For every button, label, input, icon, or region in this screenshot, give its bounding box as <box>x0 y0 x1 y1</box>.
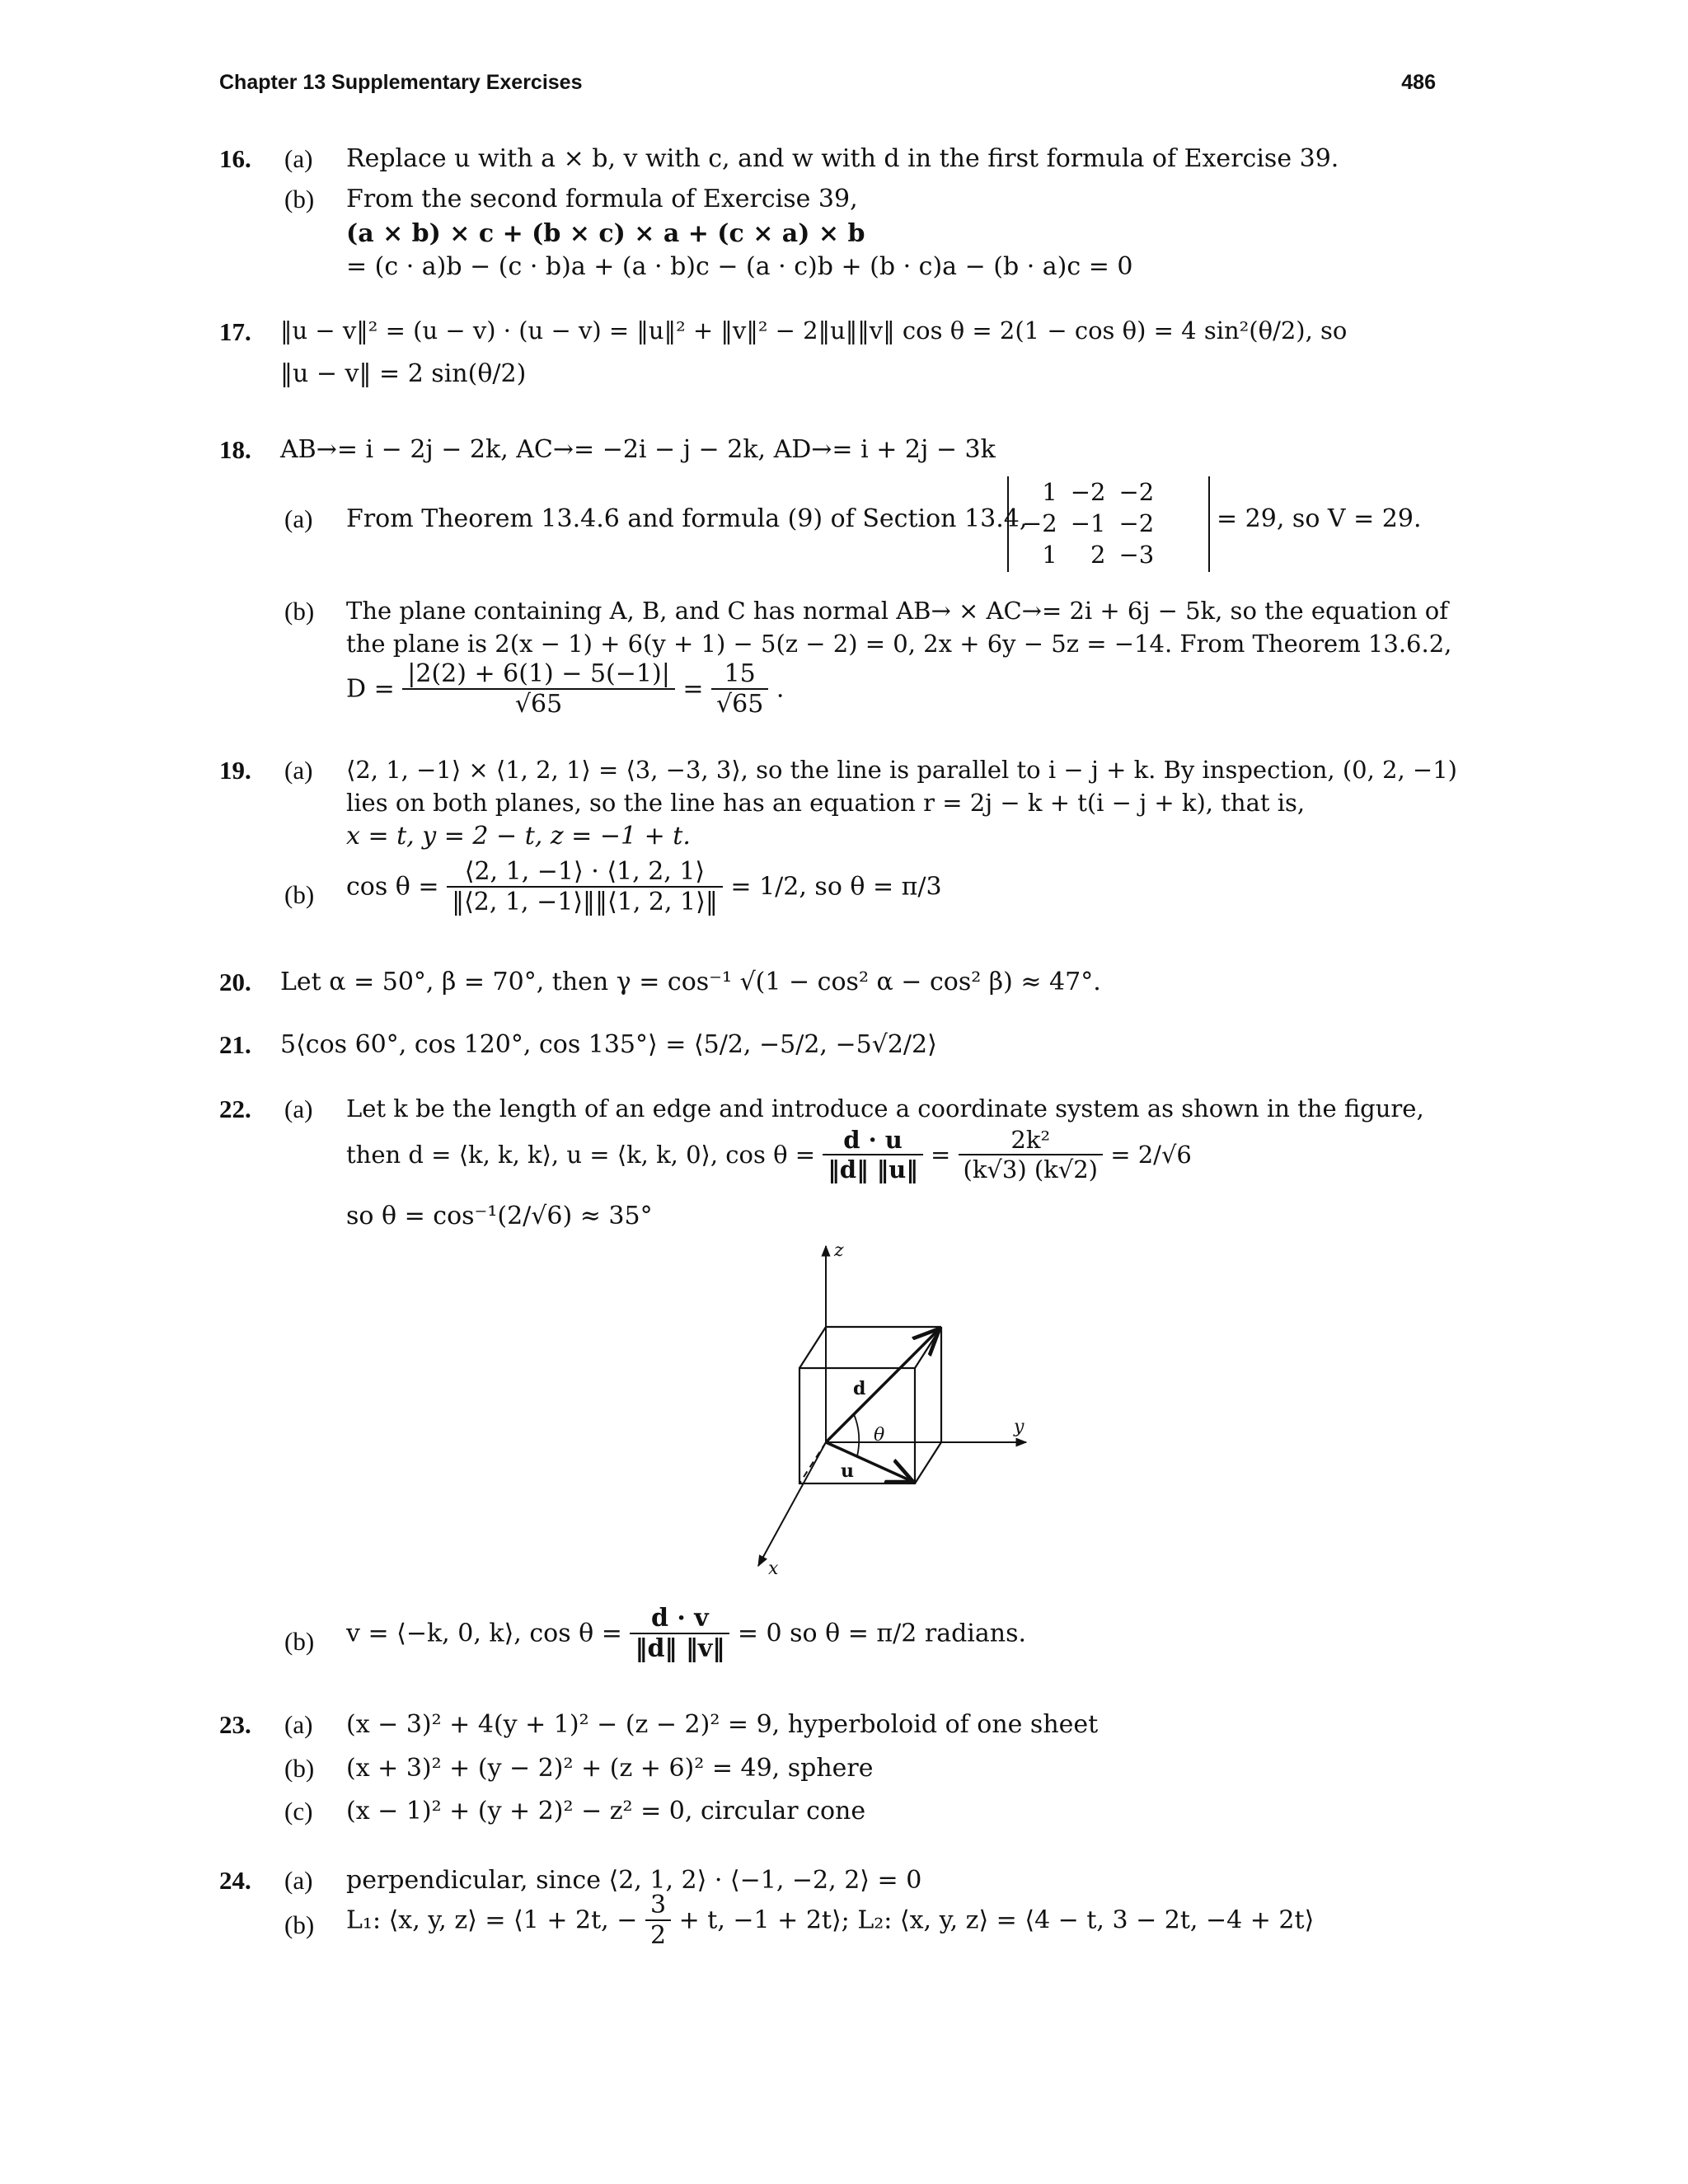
line-l1-end-and-l2: + t, −1 + 2t⟩; L₂: ⟨x, y, z⟩ = ⟨4 − t, 3 − 2t, −4 + 2t⟩ <box>678 1905 1315 1935</box>
exercise-18b-line1: The plane containing A, B, and C has normal AB→ × AC→= 2i + 6j − 5k, so the equation of <box>346 597 1449 625</box>
exercise-24a-text: perpendicular, since ⟨2, 1, 2⟩ · ⟨−1, −2, 2⟩ = 0 <box>346 1866 922 1895</box>
x-axis-label: x <box>768 1558 779 1579</box>
cos-result: = 0 so θ = π/2 radians. <box>737 1619 1027 1648</box>
exercise-17-line1: ‖u − v‖² = (u − v) · (u − v) = ‖u‖² + ‖v‖² − 2‖u‖‖v‖ cos θ = 2(1 − cos θ) = 4 sin²(θ/2), so <box>280 316 1348 344</box>
k-fraction <box>959 1126 1103 1183</box>
exercise-16-number: 16. <box>219 144 251 173</box>
exercise-18a-label: (a) <box>284 504 313 533</box>
exercise-20-text: Let α = 50°, β = 70°, then γ = cos⁻¹ √(1 − cos² α − cos² β) ≈ 47°. <box>280 968 1101 996</box>
exercise-18b-line2: the plane is 2(x − 1) + 6(y + 1) − 5(z − 2) = 0, 2x + 6y − 5z = −14. From Theorem 13.6.2, <box>346 630 1452 658</box>
exercise-23b-text: (x + 3)² + (y − 2)² + (z + 6)² = 49, sphere <box>346 1754 874 1783</box>
determinant-row <box>1015 539 1160 570</box>
line-l1-start: L₁: ⟨x, y, z⟩ = ⟨1 + 2t, − <box>346 1905 638 1935</box>
exercise-16b-line1: From the second formula of Exercise 39, <box>346 185 858 213</box>
exercise-23-number: 23. <box>219 1710 251 1739</box>
fraction-denominator: √65 <box>716 690 764 719</box>
exercise-16b-line3: = (c · a)b − (c · b)a + (a · b)c − (a · c)b + (b · c)a − (b · a)c = 0 <box>346 252 1133 281</box>
z-axis-label: z <box>834 1240 844 1261</box>
determinant-matrix <box>1007 476 1210 572</box>
exercise-19b-formula <box>346 857 942 916</box>
cube-edge <box>799 1327 826 1368</box>
exercise-18a-result: = 29, so V = 29. <box>1217 504 1422 533</box>
fraction-numerator: 15 <box>711 659 768 690</box>
exercise-18b-distance <box>346 659 784 719</box>
determinant-cell: −1 <box>1070 509 1106 537</box>
exercise-22a-formula <box>346 1126 1192 1183</box>
exercise-17-number: 17. <box>219 317 251 346</box>
y-axis-label: y <box>1014 1417 1025 1437</box>
exercise-22b-label: (b) <box>284 1627 315 1656</box>
equals-sign: = <box>930 1141 951 1169</box>
distance-label: D = <box>346 674 395 704</box>
then-text: then d = ⟨k, k, k⟩, u = ⟨k, k, 0⟩, cos θ = <box>346 1141 816 1169</box>
determinant-cell: −3 <box>1118 541 1155 569</box>
fraction-numerator: 3 <box>645 1891 671 1921</box>
determinant-row <box>1015 508 1160 539</box>
fraction-numerator: d · v <box>630 1604 729 1634</box>
fraction-numerator: d · u <box>823 1126 922 1155</box>
fraction-denominator: (k√3) (k√2) <box>963 1155 1098 1183</box>
exercise-19a-line3: x = t, y = 2 − t, z = −1 + t. <box>346 822 691 851</box>
fraction-numerator: ⟨2, 1, −1⟩ · ⟨1, 2, 1⟩ <box>447 857 723 888</box>
exercise-17-line2: ‖u − v‖ = 2 sin(θ/2) <box>280 359 527 388</box>
exercise-23b-label: (b) <box>284 1754 315 1783</box>
exercise-19a-line2: lies on both planes, so the line has an equation r = 2j − k + t(i − j + k), that is, <box>346 789 1306 817</box>
exercise-18a-text: From Theorem 13.4.6 and formula (9) of Section 13.4, <box>346 504 1028 533</box>
chapter-title: Chapter 13 Supplementary Exercises <box>219 71 583 94</box>
vector-u <box>826 1442 913 1482</box>
page-number: 486 <box>1401 71 1436 94</box>
exercise-24a-label: (a) <box>284 1866 313 1895</box>
distance-fraction <box>402 659 675 719</box>
determinant-cell: −2 <box>1022 509 1057 537</box>
exercise-24-number: 24. <box>219 1866 251 1895</box>
exercise-22b-formula <box>346 1604 1026 1663</box>
determinant-cell: −2 <box>1070 478 1106 506</box>
exercise-18b-label: (b) <box>284 597 315 626</box>
fraction-denominator: ‖d‖ ‖u‖ <box>828 1155 918 1183</box>
determinant-cell: 2 <box>1090 541 1106 569</box>
exercise-16a-text: Replace u with a × b, v with c, and w with d in the first formula of Exercise 39. <box>346 144 1339 173</box>
exercise-23c-label: (c) <box>284 1797 313 1825</box>
equals-sign: = <box>682 674 704 704</box>
exercise-21-text: 5⟨cos 60°, cos 120°, cos 135°⟩ = ⟨5/2, −5/2, −5√2/2⟩ <box>280 1030 937 1059</box>
determinant-cell: 1 <box>1042 541 1057 569</box>
determinant-table <box>1015 476 1160 570</box>
exercise-22a-line3: so θ = cos⁻¹(2/√6) ≈ 35° <box>346 1202 653 1230</box>
fraction-denominator: ‖⟨2, 1, −1⟩‖‖⟨1, 2, 1⟩‖ <box>452 888 718 916</box>
angle-arc <box>854 1414 859 1456</box>
exercise-21-number: 21. <box>219 1030 251 1059</box>
exercise-16a-label: (a) <box>284 144 313 173</box>
exercise-22a-line1: Let k be the length of an edge and introduce a coordinate system as shown in the figure, <box>346 1094 1424 1122</box>
determinant-cell: −2 <box>1118 509 1155 537</box>
distance-fraction-simplified <box>711 659 768 719</box>
cube-edge <box>915 1442 941 1483</box>
vector-d-label: d <box>853 1378 866 1399</box>
fraction-denominator: ‖d‖ ‖v‖ <box>635 1634 725 1663</box>
exercise-18-vectors: AB→= i − 2j − 2k, AC→= −2i − j − 2k, AD→= i + 2j − 3k <box>280 435 996 464</box>
determinant-cell: −2 <box>1118 478 1155 506</box>
cos-theta-label: cos θ = <box>346 872 439 902</box>
exercise-23a-text: (x − 3)² + 4(y + 1)² − (z − 2)² = 9, hyperboloid of one sheet <box>346 1710 1099 1739</box>
exercise-20-number: 20. <box>219 968 251 996</box>
exercise-23a-label: (a) <box>284 1710 313 1739</box>
exercise-22a-label: (a) <box>284 1094 313 1123</box>
exercise-16b-label: (b) <box>284 185 315 213</box>
determinant-cell: 1 <box>1042 478 1057 506</box>
x-axis <box>758 1442 826 1566</box>
exercise-19a-line1: ⟨2, 1, −1⟩ × ⟨1, 2, 1⟩ = ⟨3, −3, 3⟩, so the line is parallel to i − j + k. By inspection, (0, 2, −1) <box>346 756 1457 784</box>
exercise-19b-label: (b) <box>284 880 315 909</box>
dot-fraction <box>823 1126 922 1183</box>
fraction-numerator: |2(2) + 6(1) − 5(−1)| <box>402 659 675 690</box>
exercise-16b-line2: (a × b) × c + (b × c) × a + (c × a) × b <box>346 219 865 248</box>
cos-fraction <box>447 857 723 916</box>
fraction-denominator: 2 <box>649 1921 667 1950</box>
cos-result: = 1/2, so θ = π/3 <box>730 872 942 902</box>
exercise-19a-label: (a) <box>284 756 313 785</box>
cos-result: = 2/√6 <box>1110 1141 1192 1169</box>
three-halves-fraction <box>645 1891 671 1950</box>
fraction-denominator: √65 <box>514 690 563 719</box>
exercise-22-number: 22. <box>219 1094 251 1123</box>
exercise-24b-label: (b) <box>284 1910 315 1939</box>
exercise-19-number: 19. <box>219 756 251 785</box>
determinant-row <box>1015 476 1160 508</box>
exercise-24b-formula <box>346 1891 1314 1950</box>
v-definition: v = ⟨−k, 0, k⟩, cos θ = <box>346 1619 622 1648</box>
theta-label: θ <box>874 1425 885 1446</box>
exercise-23c-text: (x − 1)² + (y + 2)² − z² = 0, circular cone <box>346 1797 866 1825</box>
exercise-18-number: 18. <box>219 435 251 464</box>
period: . <box>776 674 785 704</box>
dot-fraction-v <box>630 1604 729 1663</box>
cube-figure <box>742 1236 1071 1582</box>
vector-u-label: u <box>841 1460 854 1482</box>
fraction-numerator: 2k² <box>959 1126 1103 1155</box>
